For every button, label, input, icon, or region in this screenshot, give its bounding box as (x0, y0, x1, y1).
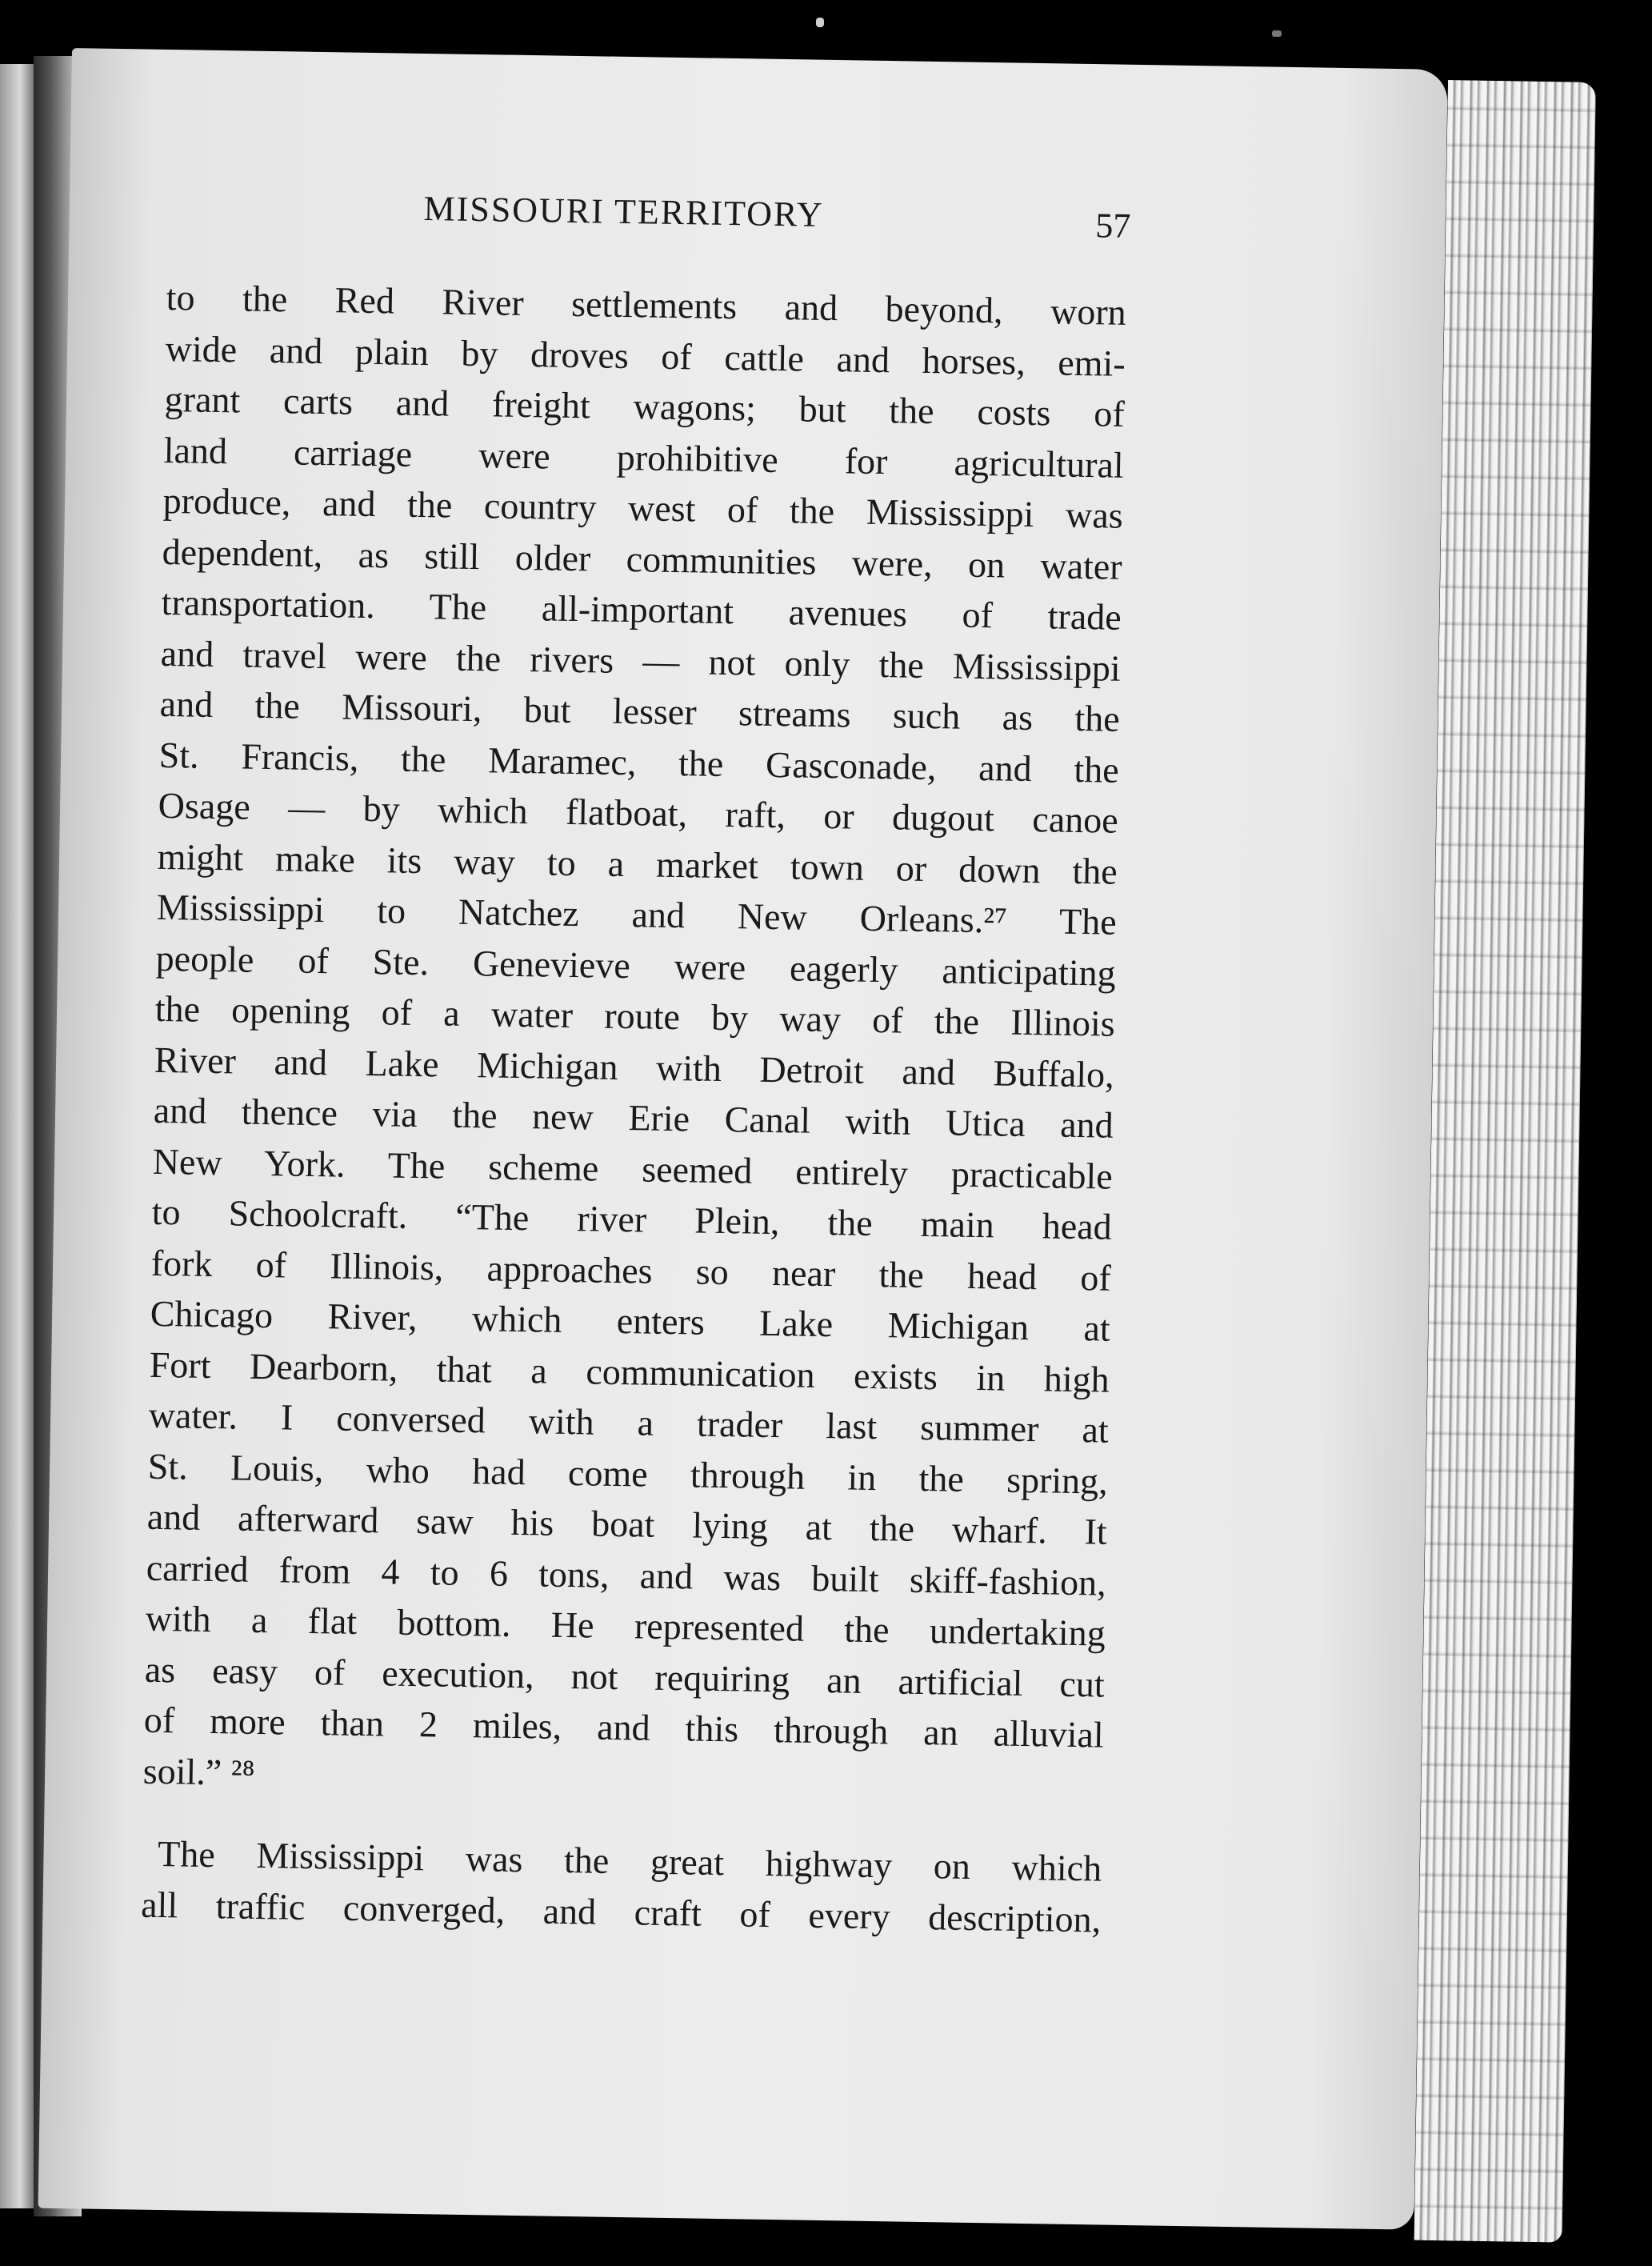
text-line: and the Missouri, but lesser streams such as the (159, 683, 1121, 739)
text-line: as easy of execution, not requiring an artificial cut (144, 1648, 1106, 1705)
text-line: of more than 2 miles, and this through an alluvial (143, 1699, 1105, 1756)
text-line: and thence via the new Erie Canal with Utica and (153, 1089, 1114, 1146)
text-line: produce, and the country west of the Mississippi was (162, 479, 1124, 536)
text-line: New York. The scheme seemed entirely practicable (152, 1140, 1114, 1197)
scan-speck (816, 18, 824, 27)
text-line: water. I conversed with a trader last summer at (148, 1394, 1110, 1451)
text-line: grant carts and freight wagons; but the costs of (164, 378, 1126, 434)
text-line: and afterward saw his boat lying at the wharf. It (146, 1495, 1108, 1552)
text-line: St. Louis, who had come through in the spring, (147, 1445, 1109, 1502)
text-line: all traffic converged, and craft of every description, (140, 1884, 1102, 1940)
paragraph (142, 272, 1126, 1812)
text-line: The Mississippi was the great highway on which (157, 1833, 1102, 1889)
text-line: to Schoolcraft. “The river Plein, the main head (151, 1191, 1113, 1247)
text-line: Osage — by which flatboat, raft, or dugout canoe (158, 784, 1119, 841)
text-line: St. Francis, the Maramec, the Gasconade, and the (158, 734, 1120, 791)
page-text (140, 184, 1131, 1945)
text-line: transportation. The all-important avenues of trade (161, 581, 1122, 638)
text-line: Mississippi to Natchez and New Orleans.²⁷ The (156, 886, 1118, 943)
text-line: land carriage were prohibitive for agricultural (163, 429, 1125, 486)
text-line: and travel were the rivers — not only the Mississippi (160, 632, 1122, 689)
paragraph (141, 1828, 1102, 1945)
running-head (167, 184, 1131, 271)
running-head-title: MISSOURI TERRITORY (423, 189, 825, 234)
text-line: dependent, as still older communities were, on water (162, 530, 1123, 587)
text-line: fork of Illinois, approaches so near the head of (150, 1242, 1112, 1299)
text-line: Fort Dearborn, that a communication exists in high (149, 1343, 1110, 1400)
text-line: soil.” ²⁸ (142, 1750, 255, 1793)
text-line: to the Red River settlements and beyond, worn (166, 276, 1127, 333)
text-line: wide and plain by droves of cattle and horses, emi- (165, 327, 1126, 384)
text-line: River and Lake Michigan with Detroit and Buffalo, (154, 1039, 1115, 1095)
text-line: people of Ste. Genevieve were eagerly anticipating (155, 937, 1117, 994)
text-line: with a flat bottom. He represented the undertaking (145, 1597, 1106, 1654)
text-line: might make its way to a market town or down the (157, 835, 1118, 892)
scan-speck (1272, 30, 1282, 37)
text-line: Chicago River, which enters Lake Michigan at (150, 1292, 1111, 1349)
text-line: carried from 4 to 6 tons, and was built skiff-fashion, (146, 1547, 1107, 1603)
text-line: the opening of a water route by way of the Illinois (154, 987, 1116, 1044)
page-number: 57 (1094, 206, 1131, 246)
facing-page-edge (0, 64, 34, 2208)
